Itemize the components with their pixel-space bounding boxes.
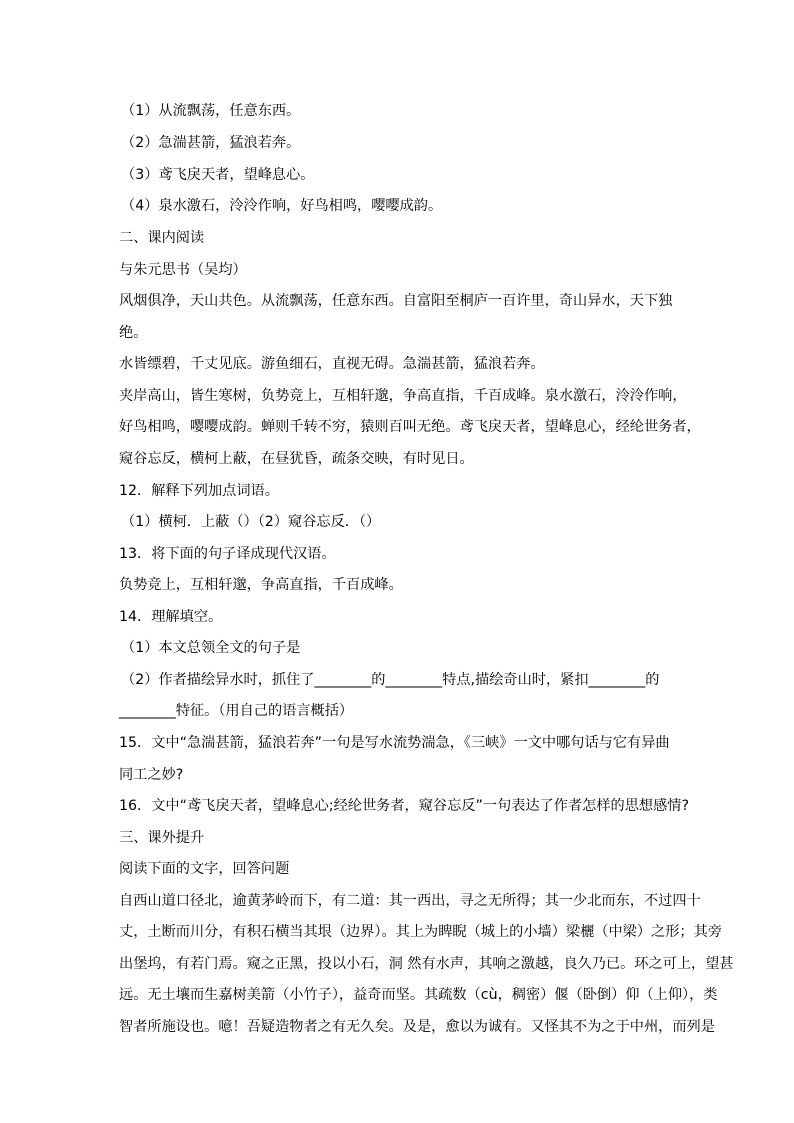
question-14: 14．理解填空。	[119, 609, 223, 625]
extra-passage-line: 自西山道口径北，逾黄茅岭而下，有二道：其一西出，寻之无所得；其一少北而东，不过四十	[119, 893, 701, 909]
extra-passage-line: 远。无土壤而生嘉树美箭（小竹子），益奇而坚。其疏数（cù，稠密）偃（卧倒）仰（上仰），类	[119, 987, 718, 1003]
extra-passage-line: 智者所施设也。噫！吾疑造物者之有无久矣。及是，愈以为诚有。又怪其不为之于中州，而列是	[119, 1019, 715, 1035]
question-12-items: （1）横柯．上蔽（）（2）窥谷忘反．（）	[121, 514, 381, 530]
question-12: 12．解释下列加点词语。	[119, 483, 279, 499]
instruction: 阅读下面的文字，回答问题	[119, 861, 290, 877]
question-13: 13．将下面的句子译成现代汉语。	[119, 546, 336, 562]
item-1: （1）从流飘荡，任意东西。	[121, 103, 301, 119]
passage-line: 水皆缥碧，千丈见底。游鱼细石，直视无碍。急湍甚箭，猛浪若奔。	[119, 356, 545, 372]
question-13-sentence: 负势竞上，互相轩邈，争高直指，千百成峰。	[119, 577, 403, 593]
item-2: （2）急湍甚箭，猛浪若奔。	[121, 135, 301, 151]
question-14-item-1: （1）本文总领全文的句子是	[121, 640, 301, 656]
question-15-cont: 同工之妙?	[119, 767, 184, 783]
passage-line: 好鸟相鸣，嘤嘤成韵。蝉则千转不穷，猿则百叫无绝。鸢飞戾天者，望峰息心，经纶世务者，	[119, 419, 701, 435]
extra-passage-line: 出堡坞，有若门焉。窥之正黑，投以小石，洞 然有水声，其响之激越，良久乃已。环之可上，望甚	[119, 956, 734, 972]
item-4: （4）泉水激石，泠泠作响，好鸟相鸣，嘤嘤成韵。	[121, 198, 443, 214]
passage-line: 夹岸高山，皆生寒树，负势竞上，互相轩邈，争高直指，千百成峰。泉水激石，泠泠作响，	[119, 388, 687, 404]
passage-line: 窥谷忘反，横柯上蔽，在昼犹昏，疏条交映，有时见日。	[119, 451, 474, 467]
passage-line: 风烟俱净，天山共色。从流飘荡，任意东西。自富阳至桐庐一百许里，奇山异水，天下独	[119, 293, 673, 309]
extra-passage-line: 丈，土断而川分，有积石横当其垠（边界）。其上为睥睨（城上的小墙）梁欐（中梁）之形；其旁	[119, 924, 722, 940]
passage-title: 与朱元思书（吴均）	[119, 262, 247, 278]
question-14-item-2-cont: ________特征。（用自己的语言概括）	[119, 703, 354, 719]
question-14-item-2: （2）作者描绘异水时，抓住了________的________特点,描绘奇山时，紧扣________的	[121, 672, 660, 688]
item-3: （3）鸢飞戾天者，望峰息心。	[121, 167, 315, 183]
section-heading-3: 三、课外提升	[119, 830, 205, 846]
passage-line: 绝。	[119, 325, 148, 341]
question-16: 16．文中“鸢飞戾天者，望峰息心;经纶世务者，窥谷忘反”一句表达了作者怎样的思想感情?	[119, 798, 690, 814]
question-15: 15．文中“急湍甚箭，猛浪若奔”一句是写水流势湍急，《三峡》一文中哪句话与它有异曲	[119, 735, 670, 751]
section-heading-2: 二、课内阅读	[119, 230, 205, 246]
